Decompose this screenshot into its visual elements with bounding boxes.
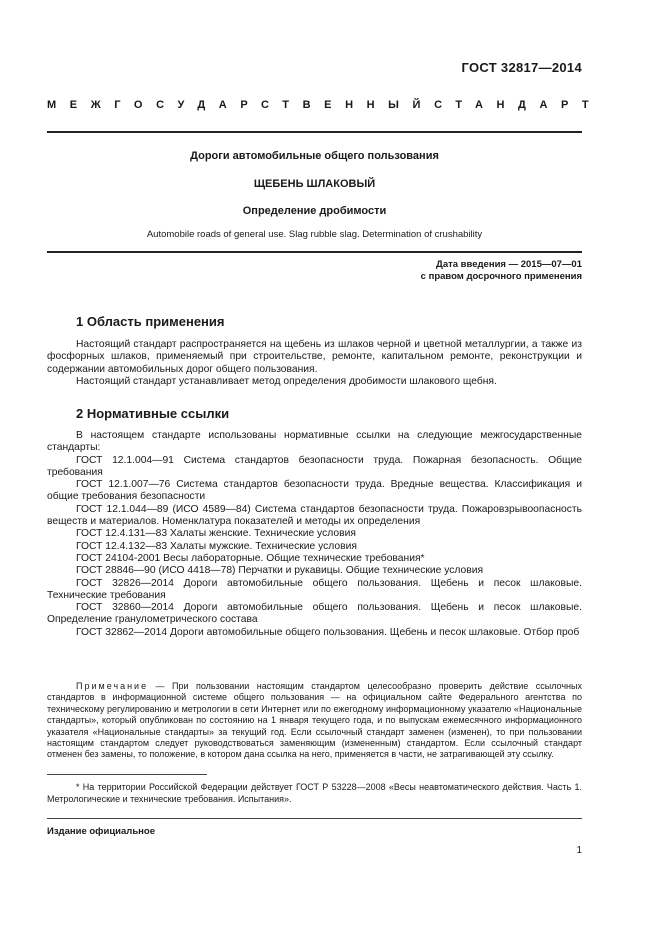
- reference-item: ГОСТ 12.1.004—91 Система стандартов безопасности труда. Пожарная безопасность. Общие требования: [47, 454, 582, 478]
- english-title: Automobile roads of general use. Slag rubble slag. Determination of crushability: [146, 229, 483, 240]
- banner-word-standard: СТАНДАРТ: [434, 99, 603, 111]
- early-application-line: с правом досрочного применения: [420, 271, 582, 282]
- footnote: [47, 781, 582, 805]
- title-line-1: Дороги автомобильные общего пользования: [190, 150, 439, 162]
- page-number: 1: [576, 845, 582, 856]
- reference-item: ГОСТ 12.4.132—83 Халаты мужские. Технические условия: [76, 540, 357, 552]
- section-2-intro: В настоящем стандарте использованы нормативные ссылки на следующие межгосударственные стандарты:: [47, 430, 582, 454]
- section-2-heading: 2 Нормативные ссылки: [76, 406, 230, 421]
- title-bottom-rule: [47, 251, 582, 253]
- reference-item: ГОСТ 32860—2014 Дороги автомобильные общего пользования. Щебень и песок шлаковые. Определение гранулометрического состава: [47, 602, 582, 626]
- footnote-rule: [47, 774, 207, 775]
- banner-word-interstate: МЕЖГОСУДАРСТВЕННЫЙ: [47, 99, 435, 111]
- footer-rule: [47, 818, 582, 819]
- intro-date-line: Дата введения — 2015—07—01: [436, 259, 582, 270]
- note-paragraph: [47, 681, 582, 761]
- section-1-body: [47, 339, 582, 388]
- section-1-paragraph: Настоящий стандарт устанавливает метод определения дробимости шлакового щебня.: [76, 375, 497, 387]
- reference-item: ГОСТ 12.1.007—76 Система стандартов безопасности труда. Вредные вещества. Классификация и общие требования безопасности: [47, 479, 582, 503]
- document-code: ГОСТ 32817—2014: [461, 60, 582, 75]
- footnote-text: * На территории Российской Федерации действует ГОСТ Р 53228—2008 «Весы неавтоматического действия. Часть 1. Метрологические и технические требования. Испытания».: [47, 782, 582, 804]
- standard-type-banner: [47, 99, 603, 111]
- section-2-body: [47, 430, 582, 639]
- title-line-3: Определение дробимости: [242, 205, 387, 217]
- intro-date: [421, 259, 582, 283]
- title-line-2: ЩЕБЕНЬ ШЛАКОВЫЙ: [253, 178, 376, 190]
- top-rule: [47, 131, 582, 133]
- reference-item: ГОСТ 28846—90 (ИСО 4418—78) Перчатки и рукавицы. Общие технические условия: [76, 565, 484, 577]
- section-1-paragraph: Настоящий стандарт распространяется на щебень из шлаков черной и цветной металлургии, а также из фосфорных шлаков, применяемый при строительстве, ремонте, капитальном ремонте, реконструкции и содержании автомобильных дорог общего пользования.: [47, 339, 582, 375]
- note-label: Примечание: [76, 681, 149, 691]
- reference-item: ГОСТ 32826—2014 Дороги автомобильные общего пользования. Щебень и песок шлаковые. Технические требования: [47, 577, 582, 601]
- reference-item: ГОСТ 12.1.044—89 (ИСО 4589—84) Система стандартов безопасности труда. Пожаровзрывоопасность веществ и материалов. Номенклатура показателей и методы их определения: [47, 503, 582, 528]
- reference-item: ГОСТ 12.4.131—83 Халаты женские. Технические условия: [76, 528, 356, 540]
- section-1-heading: 1 Область применения: [76, 314, 225, 329]
- reference-item: ГОСТ 32862—2014 Дороги автомобильные общего пользования. Щебень и песок шлаковые. Отбор проб: [76, 626, 580, 638]
- note-block: [47, 681, 582, 761]
- official-edition-label: Издание официальное: [47, 826, 155, 837]
- reference-item: ГОСТ 24104-2001 Весы лабораторные. Общие технические требования*: [76, 552, 425, 564]
- note-text: — При пользовании настоящим стандартом целесообразно проверить действие ссылочных стандартов в информационной системе общего пользования — на официальном сайте Федерального агентства по техническому регулированию и метрологии в сети Интернет или по ежегодному информационному указателю «Национальные стандарты», который опубликован по состоянию на 1 января текущего года, и по выпускам ежемесячного информационного указателя «Национальные стандарты» за текущий год. Если ссылочный стандарт заменен (изменен), то при пользовании настоящим стандартом следует руководствоваться заменяющим (измененным) стандартом. Если ссылочный стандарт отменен без замены, то положение, в котором дана ссылка на него, применяется в части, не затрагивающей эту ссылку.: [47, 681, 582, 760]
